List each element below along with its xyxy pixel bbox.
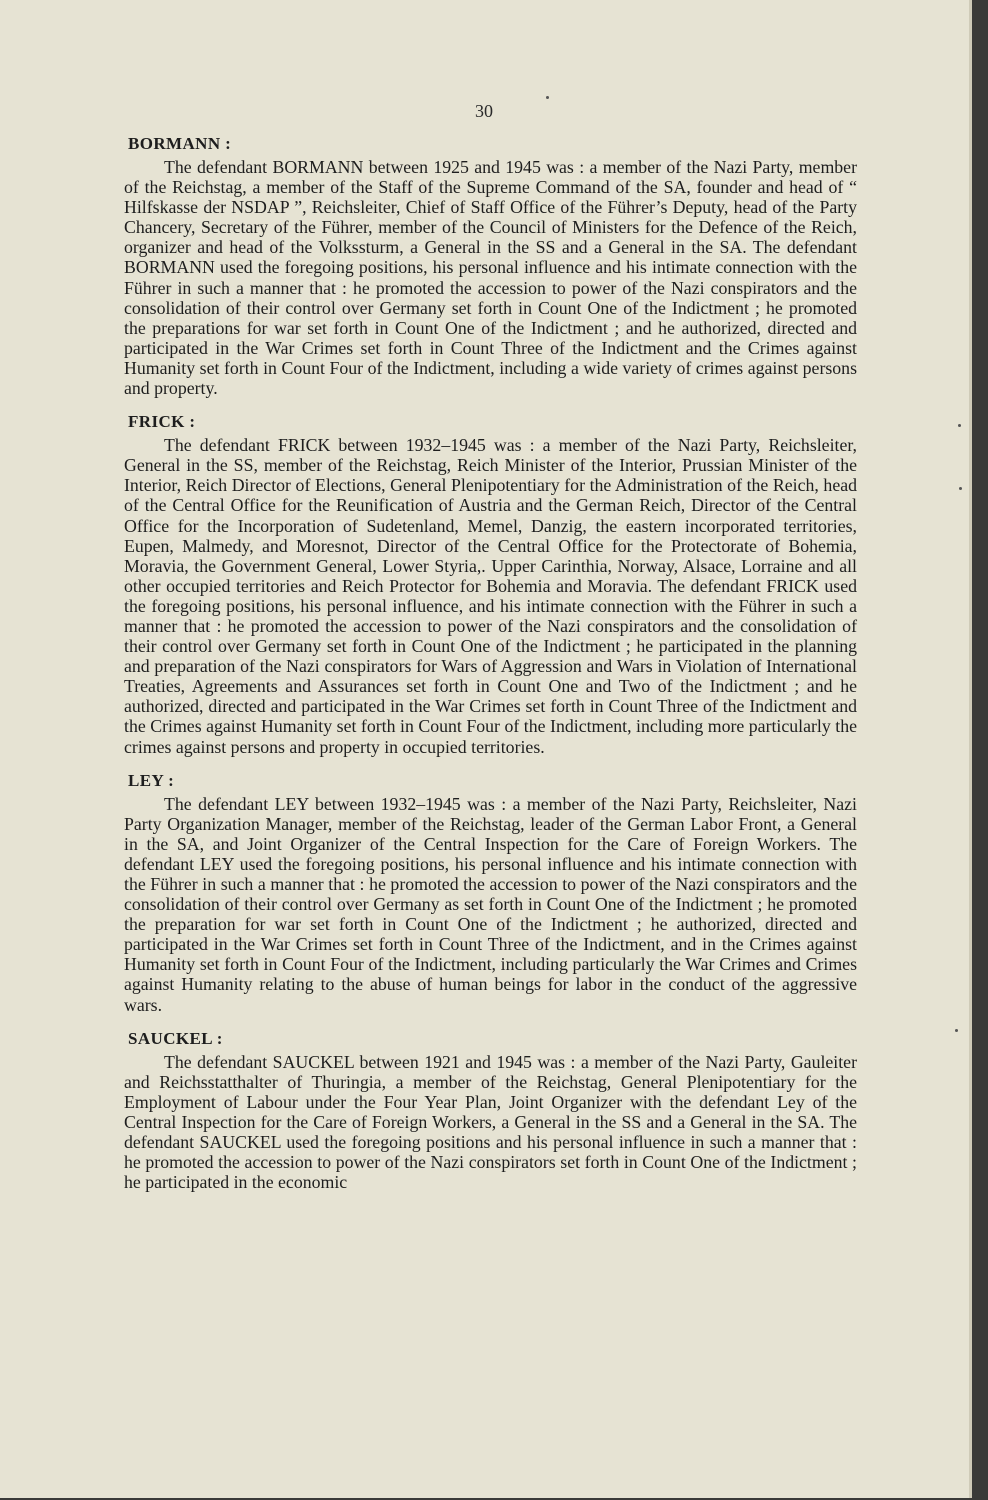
section-heading: BORMANN : [128,134,232,153]
section-paragraph: The defendant SAUCKEL between 1921 and 1945 was : a member of the Nazi Party, Gauleiter and Reichsstatthalter of Thuringia, a member of the Reichstag, General Plenipotentiary for the Employment of Labour under the Four Year Plan, Joint Organizer with the defendant Ley of the Central Inspection for the Care of Foreign Workers, a General in the SS and a General in the SA. The defendant SAUCKEL used the foregoing positions and his personal influence in such a manner that : he promoted the accession to power of the Nazi conspirators set forth in Count One of the Indictment ; he participated in the economic [124,1051,857,1193]
section-ley [124,771,857,1015]
section-paragraph: The defendant BORMANN between 1925 and 1945 was : a member of the Nazi Party, member of the Reichstag, a member of the Staff of the Supreme Command of the SA, founder and head of “ Hilfskasse der NSDAP ”, Reichsleiter, Chief of Staff Office of the Führer’s Deputy, head of the Party Chancery, Secretary of the Führer, member of the Council of Ministers for the Defence of the Reich, organizer and head of the Volkssturm, a General in the SS and a General in the SA. The defendant BORMANN used the foregoing positions, his personal influence and his intimate connection with the Führer in such a manner that : he promoted the accession to power of the Nazi conspirators and the consolidation of their control over Germany set forth in Count One of the Indictment ; he promoted the preparations for war set forth in Count One of the Indictment ; and he authorized, directed and participated in the War Crimes set forth in Count Three of the Indictment and the Crimes against Humanity set forth in Count Four of the Indictment, including a wide variety of crimes against persons and property. [124,157,857,399]
page-number: 30 [475,101,493,121]
section-bormann [124,134,857,398]
paper-speck [546,96,549,99]
section-paragraph: The defendant FRICK between 1932–1945 was : a member of the Nazi Party, Reichsleiter, General in the SS, member of the Reichstag, Reich Minister of the Interior, Prussian Minister of the Interior, Reich Director of Elections, General Plenipotentiary for the Administration of the Reich, head of the Central Office for the Reunification of Austria and the German Reich, Director of the Central Office for the Incorporation of Sudetenland, Memel, Danzig, the eastern incorporated territories, Eupen, Malmedy, and Moresnot, Director of the Central Office for the Protectorate of Bohemia, Moravia, the Government General, Lower Styria,. Upper Carinthia, Norway, Alsace, Lorraine and all other occupied territories and Reich Protector for Bohemia and Moravia. The defendant FRICK used the foregoing positions, his personal influence, and his intimate connection with the Führer in such a manner that : he promoted the accession to power of the Nazi conspirators and the consolidation of their control over Germany set forth in Count One of the Indictment ; he participated in the planning and preparation of the Nazi conspirators for Wars of Aggression and Wars in Violation of International Treaties, Agreements and Assurances set forth in Count One and Two of the Indictment ; and he authorized, directed and participated in the War Crimes set forth in Count Three of the Indictment and the Crimes against Humanity set forth in Count Four of the Indictment, including more particularly the crimes against persons and property in occupied territories. [124,435,857,757]
document-body [124,134,857,1206]
section-heading: FRICK : [128,412,196,432]
section-sauckel [124,1029,857,1193]
paper-speck [959,487,962,490]
paper-speck [958,424,961,427]
section-paragraph: The defendant LEY between 1932–1945 was : a member of the Nazi Party, Reichsleiter, Nazi Party Organization Manager, member of the Reichstag, leader of the German Labor Front, a General in the SA, and Joint Organizer of the Central Inspection for the Care of Foreign Workers. The defendant LEY used the foregoing positions, his personal influence and his intimate connection with the Führer in such a manner that : he promoted the accession to power of the Nazi conspirators and the consolidation of their control over Germany as set forth in Count One of the Indictment ; he promoted the preparation for war set forth in Count One of the Indictment ; he authorized, directed and participated in the War Crimes set forth in Count Three of the Indictment, and in the Crimes against Humanity set forth in Count Four of the Indictment, including particularly the War Crimes and Crimes against Humanity relating to the abuse of human beings for labor in the conduct of the aggressive wars. [124,793,857,1015]
paper-speck [955,1029,958,1032]
section-heading: LEY : [128,770,175,790]
section-heading: SAUCKEL : [128,1028,223,1048]
section-frick [124,412,857,757]
